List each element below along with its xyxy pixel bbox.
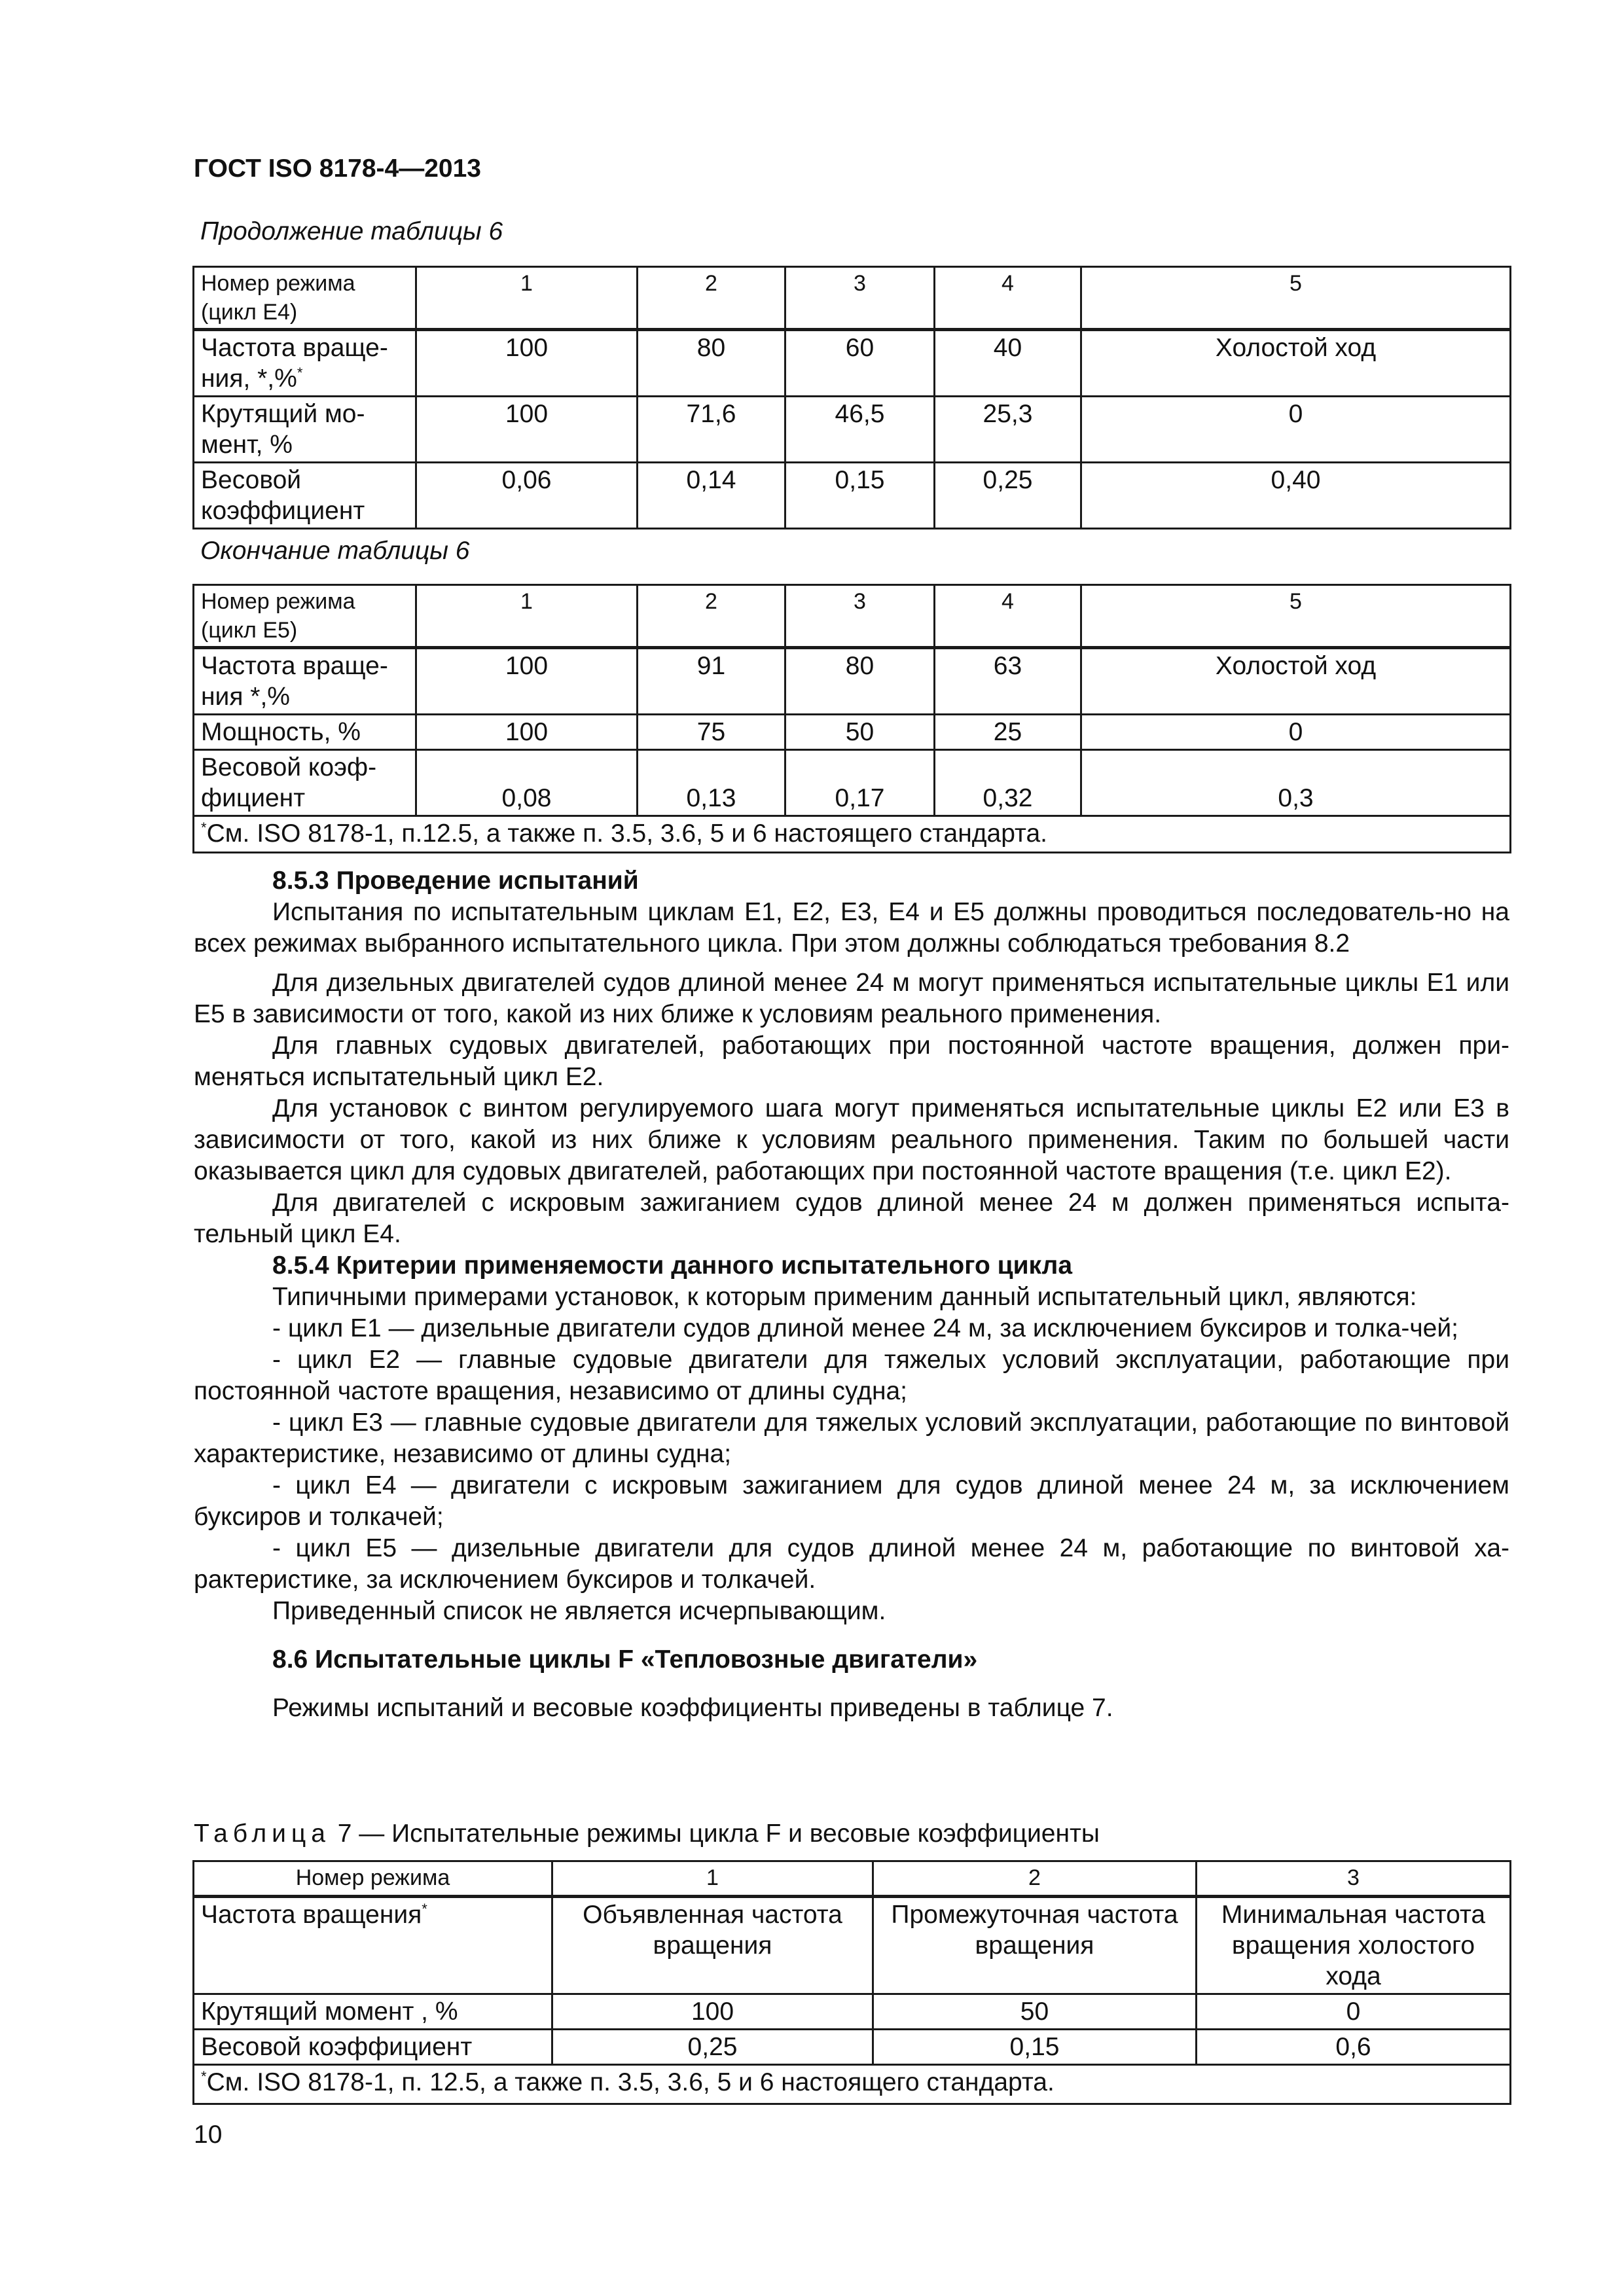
row-label: Частота враще-ния *,%: [194, 648, 416, 715]
section-heading: 8.5.3 Проведение испытаний: [272, 867, 639, 895]
footnote-mark: *: [201, 2068, 207, 2085]
row-label: Частота враще-ния, *,%*: [194, 330, 416, 397]
document-title: ГОСТ ISO 8178-4—2013: [194, 154, 481, 183]
table-cell: 60: [785, 330, 935, 397]
list-item: - цикл Е5 — дизельные двигатели для судов длиной менее 24 м, работающие по винтовой ха-рактеристике, за исключением буксиров и толкачей.: [194, 1534, 1509, 1594]
table-cell: 40: [935, 330, 1081, 397]
table-cell: 100: [552, 1994, 873, 2030]
table-cell: 100: [416, 715, 638, 750]
table6-end: [192, 584, 1511, 853]
table-row: [194, 648, 1511, 715]
table-cell: 80: [785, 648, 935, 715]
paragraph: Для установок с винтом регулируемого шага могут применяться испытательные циклы Е2 или Е3 в зависимости от того, какой из них ближе к условиям реального применения. Таким по большей части оказывается цикл для судовых двигателей, работающих при постоянной частоте вращения (т.е. цикл Е2).: [194, 1094, 1509, 1185]
list-item: - цикл Е4 — двигатели с искровым зажиганием для судов длиной менее 24 м, за исключением буксиров и толкачей;: [194, 1471, 1509, 1531]
table-header-cell: 2: [638, 267, 785, 330]
table-cell: 100: [416, 397, 638, 463]
list-item: - цикл Е1 — дизельные двигатели судов длиной менее 24 м, за исключением буксиров и толка-чей;: [272, 1314, 1458, 1342]
table-cell: 0,17: [785, 750, 935, 816]
row-label: Крутящий мо-мент, %: [194, 397, 416, 463]
table-footnote: *См. ISO 8178-1, п.12.5, а также п. 3.5, 3.6, 5 и 6 настоящего стандарта.: [194, 816, 1511, 853]
table-header-cell: 3: [1197, 1861, 1511, 1897]
paragraph: Для двигателей с искровым зажиганием судов длиной менее 24 м должен применяться испыта-тельный цикл Е4.: [194, 1189, 1509, 1248]
table-cell: 0,25: [935, 463, 1081, 529]
table-footnote-row: [194, 2065, 1511, 2104]
section-heading: 8.5.4 Критерии применяемости данного испытательного цикла: [272, 1251, 1073, 1280]
table-cell: 0,08: [416, 750, 638, 816]
table-header-row: [194, 267, 1511, 330]
table6-end-caption: Окончание таблицы 6: [200, 537, 470, 565]
table-header-cell: 5: [1081, 267, 1511, 330]
table-row: [194, 715, 1511, 750]
table-header-cell: 1: [552, 1861, 873, 1897]
table-header-cell: 3: [785, 585, 935, 648]
table-cell: 0,40: [1081, 463, 1511, 529]
table-cell: 75: [638, 715, 785, 750]
table-header-cell: 4: [935, 267, 1081, 330]
table-header-cell: 5: [1081, 585, 1511, 648]
table-cell: 0,32: [935, 750, 1081, 816]
table-row: [194, 1994, 1511, 2030]
table-cell: Минимальная частота вращения холостого хода: [1197, 1897, 1511, 1994]
table-row: [194, 2030, 1511, 2065]
table-cell: 100: [416, 330, 638, 397]
table-cell: Объявленная частота вращения: [552, 1897, 873, 1994]
table-cell: 91: [638, 648, 785, 715]
table-cell: 0,25: [552, 2030, 873, 2065]
table-cell: 50: [785, 715, 935, 750]
table7-caption: Таблица 7 — Испытательные режимы цикла F и весовые коэффициенты: [194, 1820, 1100, 1848]
table-cell: 25: [935, 715, 1081, 750]
table-footnote-row: [194, 816, 1511, 853]
table6-continuation: [192, 266, 1511, 529]
list-item: - цикл Е2 — главные судовые двигатели для тяжелых условий эксплуатации, работающие при постоянной частоте вращения, независимо от длины судна;: [194, 1346, 1509, 1405]
row-label: Весовой коэф-фициент: [194, 750, 416, 816]
table-cell: 80: [638, 330, 785, 397]
table-cell: 0,15: [785, 463, 935, 529]
table-cell: 0,06: [416, 463, 638, 529]
table-cell: 71,6: [638, 397, 785, 463]
table-row: [194, 1897, 1511, 1994]
paragraph: Режимы испытаний и весовые коэффициенты приведены в таблице 7.: [272, 1694, 1113, 1722]
row-label: Весовой коэффициент: [194, 463, 416, 529]
table-cell: 0: [1081, 715, 1511, 750]
table-header-cell: 1: [416, 585, 638, 648]
body-text: [194, 865, 1509, 1724]
row-label: Крутящий момент , %: [194, 1994, 552, 2030]
paragraph: Испытания по испытательным циклам Е1, Е2, Е3, Е4 и Е5 должны проводиться последователь-но на всех режимах выбранного испытательного цикла. При этом должны соблюдаться требования 8.2: [194, 898, 1509, 958]
list-item: - цикл Е3 — главные судовые двигатели для тяжелых условий эксплуатации, работающие по винтовой характеристике, независимо от длины судна;: [194, 1408, 1509, 1468]
table-row: [194, 750, 1511, 816]
paragraph: Приведенный список не является исчерпывающим.: [272, 1597, 886, 1625]
table-cell: 0: [1197, 1994, 1511, 2030]
table-header-cell: 1: [416, 267, 638, 330]
table-header-cell: 4: [935, 585, 1081, 648]
table7: [192, 1860, 1511, 2105]
table-header-cell: 2: [638, 585, 785, 648]
section-heading: 8.6 Испытательные циклы F «Тепловозные двигатели»: [272, 1645, 978, 1674]
table-cell: 25,3: [935, 397, 1081, 463]
table-cell: 0,3: [1081, 750, 1511, 816]
footnote-mark: *: [201, 819, 207, 836]
table-header-row: [194, 585, 1511, 648]
table-header-cell: Номер режима: [194, 1861, 552, 1897]
page-number: 10: [194, 2121, 223, 2149]
table-cell: 63: [935, 648, 1081, 715]
table-cell: 0,14: [638, 463, 785, 529]
table-cell: 0,13: [638, 750, 785, 816]
table-cell: 0,6: [1197, 2030, 1511, 2065]
table-footnote: *См. ISO 8178-1, п. 12.5, а также п. 3.5, 3.6, 5 и 6 настоящего стандарта.: [194, 2065, 1511, 2104]
table-cell: Холостой ход: [1081, 648, 1511, 715]
table-cell: Холостой ход: [1081, 330, 1511, 397]
table-header-cell: 3: [785, 267, 935, 330]
table-header-cell: 2: [873, 1861, 1197, 1897]
table-cell: 46,5: [785, 397, 935, 463]
table-cell: 50: [873, 1994, 1197, 2030]
table-row: [194, 463, 1511, 529]
row-label: Весовой коэффициент: [194, 2030, 552, 2065]
table-row: [194, 330, 1511, 397]
table-header-cell: Номер режима (цикл Е4): [194, 267, 416, 330]
table-cell: 100: [416, 648, 638, 715]
paragraph: Для дизельных двигателей судов длиной менее 24 м могут применяться испытательные циклы Е1 или Е5 в зависимости от того, какой из них ближе к условиям реального применения.: [194, 969, 1509, 1028]
table-header-row: [194, 1861, 1511, 1897]
table-cell: 0: [1081, 397, 1511, 463]
row-label: Частота вращения*: [194, 1897, 552, 1994]
table-row: [194, 397, 1511, 463]
row-label: Мощность, %: [194, 715, 416, 750]
table-header-cell: Номер режима (цикл Е5): [194, 585, 416, 648]
footnote-mark: *: [422, 1901, 427, 1917]
table6-continuation-caption: Продолжение таблицы 6: [200, 217, 503, 245]
table-cell: 0,15: [873, 2030, 1197, 2065]
footnote-mark: *: [297, 365, 303, 381]
paragraph: Для главных судовых двигателей, работающих при постоянной частоте вращения, должен при-меняться испытательный цикл Е2.: [194, 1031, 1509, 1091]
table-cell: Промежуточная частота вращения: [873, 1897, 1197, 1994]
paragraph: Типичными примерами установок, к которым применим данный испытательный цикл, являются:: [272, 1283, 1417, 1311]
